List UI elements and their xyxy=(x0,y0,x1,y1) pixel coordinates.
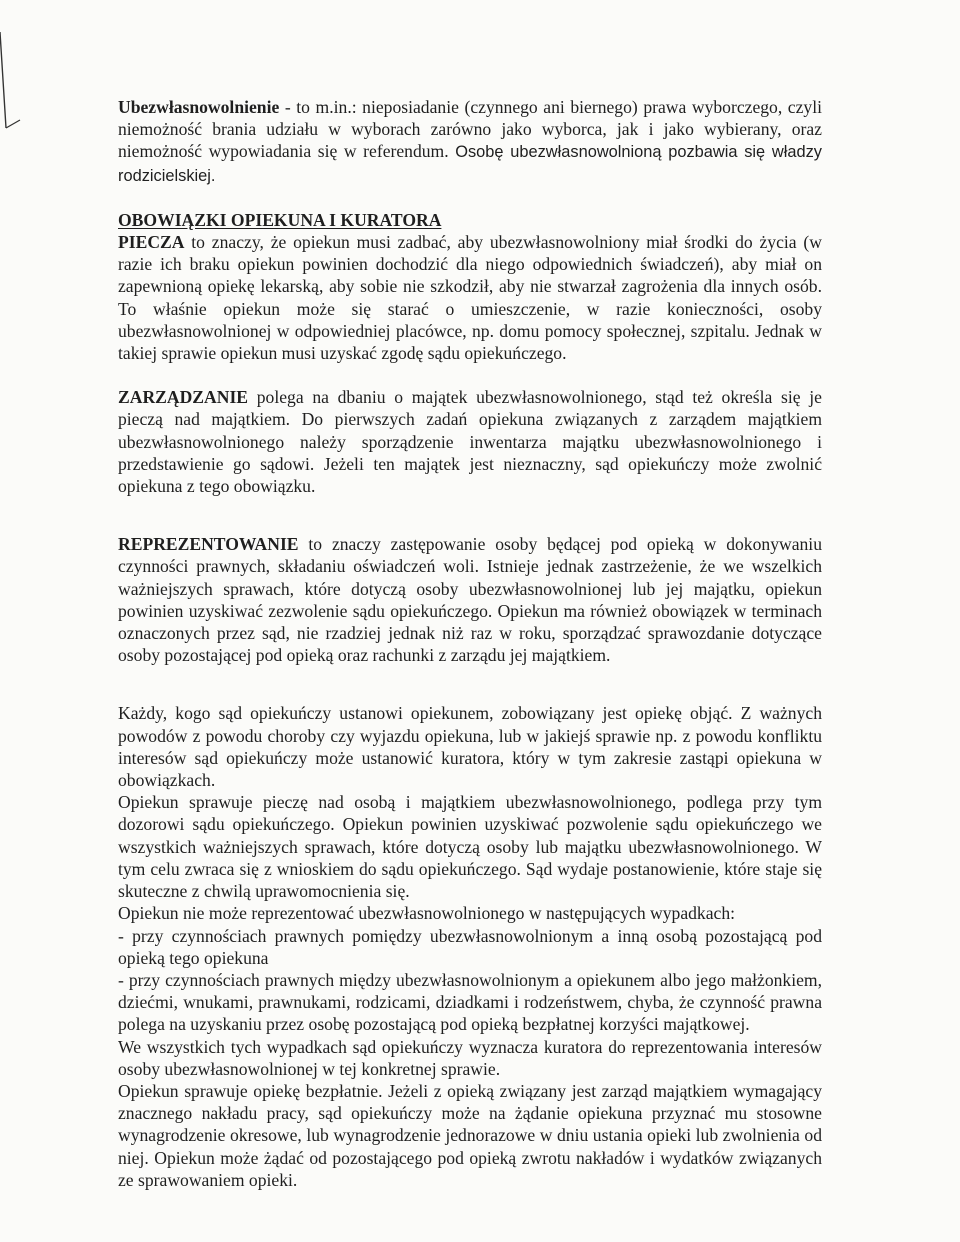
closing-list-item-1: - przy czynnościach prawnych pomiędzy ubezwłasnowolnionym a inną osobą pozostającą pod opieką tego opiekuna xyxy=(118,925,822,968)
management-paragraph xyxy=(118,386,822,497)
intro-term: Ubezwłasnowolnienie xyxy=(118,97,280,117)
fold-line-segment xyxy=(0,32,6,128)
closing-paragraph-4: We wszystkich tych wypadkach sąd opiekuńczy wyznacza kuratora do reprezentowania interesów osoby ubezwłasnowolnionej w tej konkretnej sprawie. xyxy=(118,1036,822,1079)
intro-text: - to m.in.: nieposiadanie (czynnego ani biernego) prawa wyborczego, czyli niemożność brania udziału w wyborach zarówno jako wyborca, jak i jako wybierany, oraz niemożność wypowiadania się w referendum. xyxy=(118,97,823,162)
duties-heading: OBOWIĄZKI OPIEKUNA I KURATORA xyxy=(118,209,442,230)
closing-list-item-2: - przy czynnościach prawnych między ubezwłasnowolnionym a opiekunem albo jego małżonkiem, dziećmi, wnukami, prawnukami, rodzicami, dziadkami i rodzeństwem, chyba, że czynność prawna polega na uzyskaniu przez osobę pozostającą pod opieką bezpłatnej korzyści majątkowej. xyxy=(118,969,822,1035)
duties-paragraph xyxy=(118,209,822,364)
scan-fold-line xyxy=(0,0,60,130)
document-body xyxy=(118,96,822,1191)
closing-paragraph-1: Każdy, kogo sąd opiekuńczy ustanowi opiekunem, zobowiązany jest opiekę objąć. Z ważnych powodów z powodu choroby czy wyjazdu opiekuna, lub w jakiejś sprawie np. z powodu konfliktu interesów sąd opiekuńczy może ustanowić kuratora, który w tym zakresie zastąpi opiekuna w obowiązkach. xyxy=(118,703,822,791)
closing-paragraph-5: Opiekun sprawuje opiekę bezpłatnie. Jeżeli z opieką związany jest zarząd majątkiem wymagający znacznego nakładu pracy, sąd opiekuńczy może na żądanie opiekuna przyznać mu stosowne wynagrodzenie okresowe, lub wynagrodzenie jednorazowe w dniu ustania opieki lub zwolnienia od niej. Opiekun może żądać od pozostającego pod opieką zwrotu nakładów i wydatków związanych ze sprawowaniem opieki. xyxy=(118,1080,822,1190)
duties-keyword: PIECZA xyxy=(118,232,185,253)
closing-paragraph-2: Opiekun sprawuje pieczę nad osobą i majątkiem ubezwłasnowolnionego, podlega przy tym dozorowi sądu opiekuńczego. Opiekun powinien uzyskiwać pozwolenie sądu opiekuńczego we wszystkich ważniejszych sprawach, które dotyczą osoby lub majątku ubezwłasnowolnionego. W tym celu zwraca się z wnioskiem do sądu opiekuńczego. Sąd wydaje postanowienie, które staje się skuteczne z chwilą uprawomocnienia się. xyxy=(118,792,822,902)
intro-paragraph xyxy=(118,96,822,187)
management-text: polega na dbaniu o majątek ubezwłasnowolnionego, stąd też określa się je pieczą nad majątkiem. Do pierwszych zadań opiekuna związanych z zarządem majątkiem ubezwłasnowolnionego należy sporządzenie inwentarza majątku ubezwłasnowolnionego i przedstawienie go sądowi. Jeżeli ten majątek jest nieznaczny, sąd opiekuńczy może zwolnić opiekuna z tego obowiązku. xyxy=(118,387,822,497)
duties-text: to znaczy, że opiekun musi zadbać, aby ubezwłasnowolniony miał środki do życia (w razie ich braku opiekun powinien dochodzić dla niego odpowiednich świadczeń), aby miał on zapewnioną opiekę lekarską, aby sobie nie szkodził, aby nie stwarzał zagrożenia dla innych osób. To właśnie opiekun może się starać o umieszczenie, w razie konieczności, osoby ubezwłasnowolnionej w odpowiedniej placówce, np. domu pomocy społecznej, szpitalu. Jednak w takiej sprawie opiekun musi uzyskać zgodę sądu opiekuńczego. xyxy=(118,232,822,364)
closing-paragraph-3: Opiekun nie może reprezentować ubezwłasnowolnionego w następujących wypadkach: xyxy=(118,903,736,924)
representation-text: to znaczy zastępowanie osoby będącej pod opieką w dokonywaniu czynności prawnych, składaniu oświadczeń woli. Istnieje jednak zastrzeżenie, że we wszelkich ważniejszych sprawach, które dotyczą osoby ubezwłasnowolnionej lub jej majątku, opiekun powinien uzyskiwać zezwolenie sądu opiekuńczego. Opiekun ma również obowiązek w terminach oznaczonych przez sąd, nie rzadziej jednak niż raz w roku, sporządzać sprawozdanie dotyczące osoby pozostającej pod opieką oraz rachunki z zarządu jej majątkiem. xyxy=(118,534,822,666)
management-keyword: ZARZĄDZANIE xyxy=(118,387,249,408)
intro-text-sans: Osobę ubezwłasnowolnioną pozbawia się władzy rodzicielskiej. xyxy=(118,143,822,185)
representation-keyword: REPREZENTOWANIE xyxy=(118,534,299,555)
representation-paragraph xyxy=(118,533,822,666)
fold-line-tip xyxy=(6,120,20,128)
